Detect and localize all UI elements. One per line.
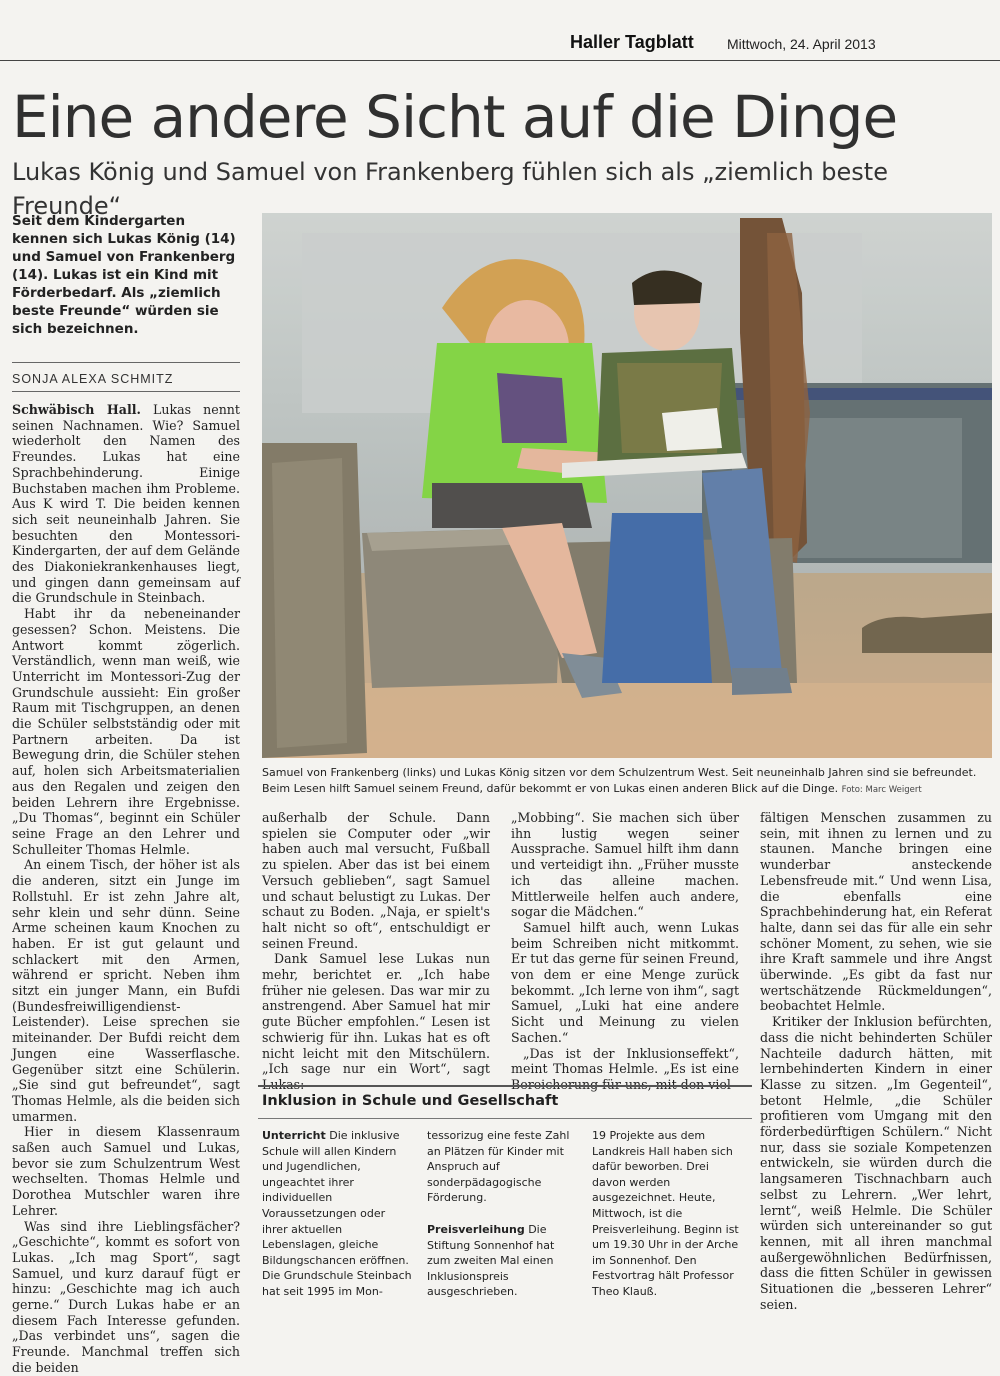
issue-date: Mittwoch, 24. April 2013: [727, 36, 876, 52]
infobox-lead-word: Unterricht: [262, 1129, 326, 1142]
paragraph: An einem Tisch, der höher ist als die anderen, sitzt ein Junge im Rollstuhl. Er ist zehn Jahre alt, sehr klein und sehr dünn. Seine Arme scheinen kaum Knochen zu haben. Er ist gut gelaunt und schlackert mit den Armen, während er spricht. Neben ihm sitzt ein junger Mann, ein Bufdi (Bundesfreiwilligendienst-Leistender). Leise sprechen sie miteinander. Der Bufdi reicht dem Jungen eine Wasserflasche. Gegenüber sitzt eine Schülerin. „Sie sind gut befreundet“, sagt Thomas Helmle, als die beiden sich umarmen.: [12, 857, 240, 1124]
article-column-1: [12, 402, 240, 1376]
dateline: Schwäbisch Hall.: [12, 402, 141, 417]
infobox-lead-word: Preisverleihung: [427, 1222, 525, 1236]
paragraph: [12, 402, 240, 606]
infobox-column-2: [427, 1128, 579, 1300]
paragraph: Kritiker der Inklusion befürchten, dass die nicht behinderten Schüler Nachteile dadurch hätten, mit lernbehinderten Kindern in einer Klasse zu sitzen. „Im Gegenteil“, betont Helmle, „die Schüler profitieren vom Umgang mit den förderbedürftigen Schülern.“ Nicht nur, dass sie soziale Kompetenzen entwickeln, sie würden durch die langsameren Tischnachbarn auch selbst zu Lehrern. „Wer lehrt, lernt“, weiß Helmle. Die Schüler würden sich untereinander so gut kennen, mit all ihren manchmal außergewöhnlichen Bedürfnissen, dass die fitten Schüler in gewissen Situationen die „besseren Lehrer“ seien.: [760, 1014, 992, 1312]
paragraph: fältigen Menschen zusammen zu sein, mit ihnen zu lernen und zu staunen. Manche bringen eine wunderbar ansteckende Lebensfreude mit.“ Und wenn Lisa, die ebenfalls eine Sprachbehinderung hat, ein Referat halte, dann sei das für alle ein sehr schöner Moment, zu sehen, wie sie ihre Kraft sammele und ihre Angst überwinde. „Es gibt da fast nur wertschätzende Rückmeldungen“, beobachtet Helmle.: [760, 810, 992, 1014]
paragraph: außerhalb der Schule. Dann spielen sie Computer oder „wir haben auch mal versucht, Fußball zu spielen. Aber das ist bei einem Versuch geblieben“, sagt Samuel und schaut belustigt zu Lukas. Der schaut zu Boden. „Naja, er spielt's halt nicht so oft“, entschuldigt er seinen Freund.: [262, 810, 490, 951]
photo-caption: [262, 765, 992, 798]
infobox-title: Inklusion in Schule und Gesellschaft: [262, 1093, 559, 1109]
paragraph: Habt ihr da nebeneinander gesessen? Schon. Meistens. Die Antwort kommt zögerlich. Verständlich, wenn man weiß, wie Unterricht im Montessori-Zug der Grundschule aussieht: Ein großer Raum mit Tischgruppen, an denen die Schüler selbstständig oder mit Partnern arbeiten. Da ist Bewegung drin, die Schüler stehen auf, holen sich Arbeitsmaterialien aus den Regalen und zeigen den beiden Lehrern ihre Ergebnisse. „Du Thomas“, beginnt ein Schüler seine Frage an den Lehrer und Schulleiter Thomas Helmle.: [12, 606, 240, 857]
newspaper-name: Haller Tagblatt: [570, 32, 694, 52]
article-column-2: [262, 810, 490, 1093]
paragraph: Dank Samuel lese Lukas nun mehr, berichtet er. „Ich habe früher nie gelesen. Das war mir zu anstrengend. Aber Samuel hat mir gute Bücher empfohlen.“ Lesen ist schwierig für ihn. Lukas hat es oft nicht leicht mit den Mitschülern. „Ich sage nur ein Wort“, sagt Lukas:: [262, 951, 490, 1092]
lead-paragraph: Seit dem Kindergarten kennen sich Lukas König (14) und Samuel von Frankenberg (14). Lukas ist ein Kind mit Förderbedarf. Als „ziemlich beste Freunde“ würden sie sich bezeichnen.: [12, 213, 236, 337]
infobox-paragraph: 19 Projekte aus dem Landkreis Hall haben sich dafür beworben. Drei davon werden ausgezeichnet. Heute, Mittwoch, ist die Preisverleihung. Beginn ist um 19.30 Uhr in der Arche im Sonnenhof. Den Festvortrag hält Professor Theo Klauß.: [592, 1129, 739, 1298]
author-byline: SONJA ALEXA SCHMITZ: [12, 372, 174, 386]
infobox-text: Die inklusive Schule will allen Kindern und Jugendlichen, ungeachtet ihrer individuellen Voraussetzungen oder ihrer aktuellen Lebenslagen, gleiche Bildungschancen eröffnen. Die Grundschule Steinbach hat seit 1995 im Mon-: [262, 1129, 412, 1298]
infobox-column-3: [592, 1128, 742, 1300]
infobox-title-rule: [258, 1118, 752, 1119]
infobox-text: Die Stiftung Sonnenhof hat zum zweiten Mal einen Inklusionspreis ausgeschrieben.: [427, 1222, 555, 1299]
article-column-3: [511, 810, 739, 1093]
subheadline: Lukas König und Samuel von Frankenberg fühlen sich als „ziemlich beste Freunde“: [12, 158, 888, 220]
paragraph: „Das ist der Inklusionseffekt“, meint Thomas Helmle. „Es ist eine Bereicherung für uns, mit den viel-: [511, 1045, 739, 1092]
infobox-paragraph: [262, 1128, 412, 1300]
paragraph: Samuel hilft auch, wenn Lukas beim Schreiben nicht mitkommt. Er tut das gerne für seinen Freund, von dem er eine Menge zurück bekommt. „Ich lerne von ihm“, sagt Samuel, „Luki hat eine andere Sicht und Meinung zu vielen Sachen.“: [511, 919, 739, 1045]
paragraph: Was sind ihre Lieblingsfächer? „Geschichte“, kommt es sofort von Lukas. „Ich mag Sport“, sagt Samuel, und kurz darauf fügt er hinzu: „Geschichte mag ich auch gerne.“ Durch Lukas habe er an diesem Fach Interesse gefunden. „Das verbindet uns“, sagen die Freunde. Manchmal treffen sich die beiden: [12, 1218, 240, 1375]
byline-rule: [12, 391, 240, 392]
paragraph-text: Lukas nennt seinen Nachnamen. Wie? Samuel wiederholt den Namen des Freundes. Lukas hat eine Sprachbehinderung. Einige Buchstaben machen ihm Probleme. Aus K wird T. Die beiden kennen sich seit neuneinhalb Jahren. Sie besuchten den Montessori-Kindergarten, der auf dem Gelände des Diakoniekrankenhauses liegt, und gingen dann gemeinsam auf die Grundschule in Steinbach.: [12, 402, 240, 606]
infobox-paragraph: [427, 1222, 579, 1300]
paragraph: Hier in diesem Klassenraum saßen auch Samuel und Lukas, bevor sie zum Schulzentrum West wechselten. Thomas Helmle und Dorothea Mutschler waren ihre Lehrer.: [12, 1124, 240, 1218]
infobox-top-rule: [258, 1085, 752, 1087]
caption-text: Samuel von Frankenberg (links) und Lukas König sitzen vor dem Schulzentrum West. Seit neuneinhalb Jahren sind sie befreundet. Beim Lesen hilft Samuel seinem Freund, dafür bekommt er von Lukas einen anderen Blick auf die Dinge.: [262, 766, 977, 795]
photo-credit: Foto: Marc Weigert: [841, 785, 922, 795]
headline: Eine andere Sicht auf die Dinge: [12, 83, 898, 151]
masthead-rule: [0, 60, 1000, 61]
article-column-4: [760, 810, 992, 1313]
article-photo: [262, 213, 992, 758]
infobox-paragraph: tessorizug eine feste Zahl an Plätzen für Kinder mit Anspruch auf sonderpädagogische Förderung.: [427, 1129, 570, 1205]
paragraph: „Mobbing“. Sie machen sich über ihn lustig wegen seiner Aussprache. Samuel hilft ihm dann und verteidigt ihn. „Früher musste ich das alleine machen. Mittlerweile helfen auch andere, sogar die Mädchen.“: [511, 810, 739, 920]
lead-rule: [12, 362, 240, 363]
infobox-column-1: [262, 1128, 412, 1300]
